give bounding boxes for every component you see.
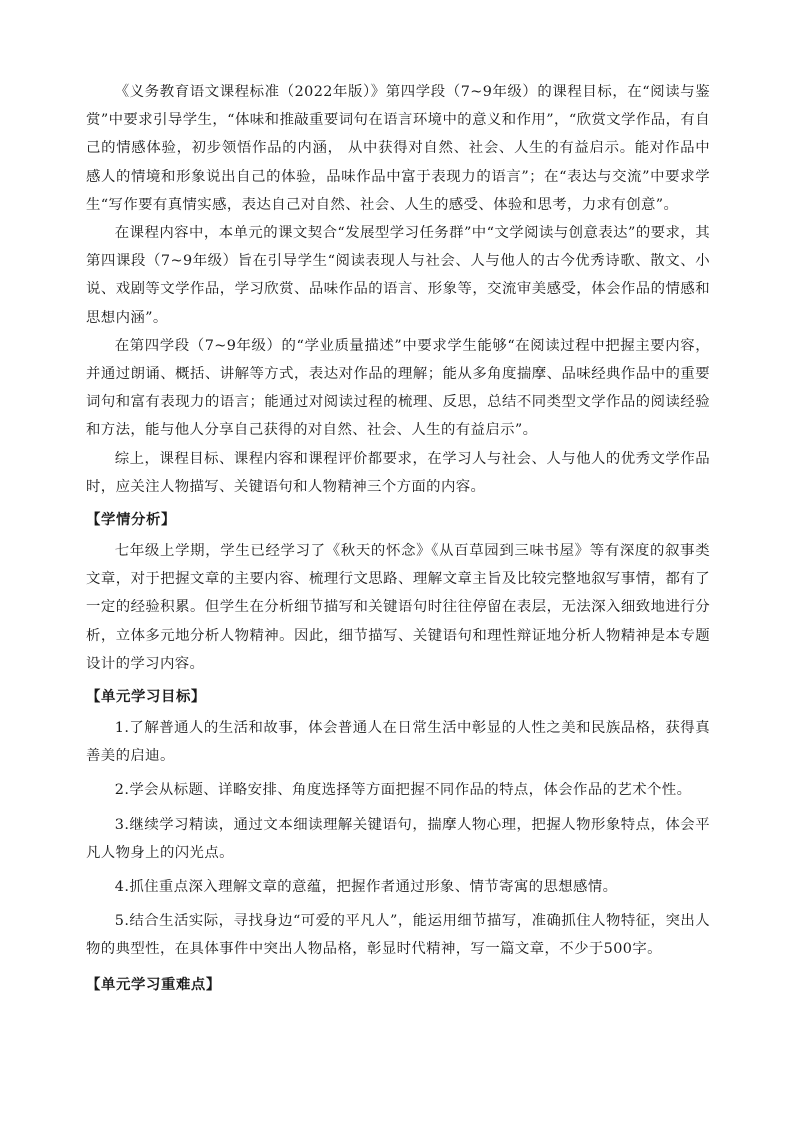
intro-paragraph-curriculum-content: 在课程内容中，本单元的课文契合“发展型学习任务群”中“文学阅读与创意表达”的要求，其第四课段（7~9年级）旨在引导学生“阅读表现人与社会、人与他人的古今优秀诗歌、散文、小说、戏剧等文学作品，学习欣赏、品味作品的语言、形象等，交流审美感受，体会作品的情感和思想内涵”。 (86, 225, 710, 326)
unit-goal-item: 4.抓住重点深入理解文章的意蕴，把握作者通过形象、情节寄寓的思想感情。 (114, 879, 618, 896)
intro-paragraph-quality-description: 在第四学段（7~9年级）的“学业质量描述”中要求学生能够“在阅读过程中把握主要内容，并通过朗诵、概括、讲解等方式，表达对作品的理解；能从多角度揣摩、品味经典作品中的重要词句和富有表现力的语言；能通过对阅读过程的梳理、反思，总结不同类型文学作品的阅读经验和方法，能与他人分享自己获得的对自然、社会、人生的有益启示”。 (86, 337, 710, 439)
learner-analysis-text: 七年级上学期，学生已经学习了《秋天的怀念》《从百草园到三味书屋》等有深度的叙事类文章，对于把握文章的主要内容、梳理行文思路、理解文章主旨及比较完整地叙写事情，都有了一定的经验积累。但学生在分析细节描写和关键语句时往往停留在表层，无法深入细致地进行分析，立体多元地分析人物精神。因此，细节描写、关键语句和理性辩证地分析人物精神是本专题设计的学习内容。 (86, 543, 710, 672)
unit-goal-item: 3.继续学习精读，通过文本细读理解关键语句，揣摩人物心理，把握人物形象特点，体会平凡人物身上的闪光点。 (86, 816, 710, 861)
heading-key-difficulties: 【单元学习重难点】 (86, 976, 221, 993)
intro-paragraph-curriculum-goals: 《义务教育语文课程标准（2022年版）》第四学段（7~9年级）的课程目标，在“阅读与鉴赏”中要求引导学生，“体味和推敲重要词句在语言环境中的意义和作用”，“欣赏文学作品，有自己的情感体验，初步领悟作品的内涵， 从中获得对自然、社会、人生的有益启示。能对作品中感人的情境和形象说出自己的体验，品味作品中富于表现力的语言”；在“表达与交流”中要求学生“写作要有真情实感，表达自己对自然、社会、人生的感受、体验和思考，力求有创意”。 (86, 84, 710, 213)
document-body (86, 78, 710, 1002)
unit-goal-item: 2.学会从标题、详略安排、角度选择等方面把握不同作品的特点，体会作品的艺术个性。 (114, 782, 692, 799)
intro-paragraph-summary: 综上，课程目标、课程内容和课程评价都要求，在学习人与社会、人与他人的优秀文学作品时，应关注人物描写、关键语句和人物精神三个方面的内容。 (86, 450, 710, 495)
unit-goal-item: 1.了解普通人的生活和故事，体会普通人在日常生活中彰显的人性之美和民族品格，获得真善美的启迪。 (86, 720, 710, 765)
heading-learner-analysis: 【学情分析】 (86, 512, 176, 529)
heading-unit-goals: 【单元学习目标】 (86, 689, 206, 706)
unit-goal-item: 5.结合生活实际，寻找身边“可爱的平凡人”，能运用细节描写，准确抓住人物特征，突出人物的典型性，在具体事件中突出人物品格，彰显时代精神，写一篇文章，不少于500字。 (86, 913, 710, 958)
